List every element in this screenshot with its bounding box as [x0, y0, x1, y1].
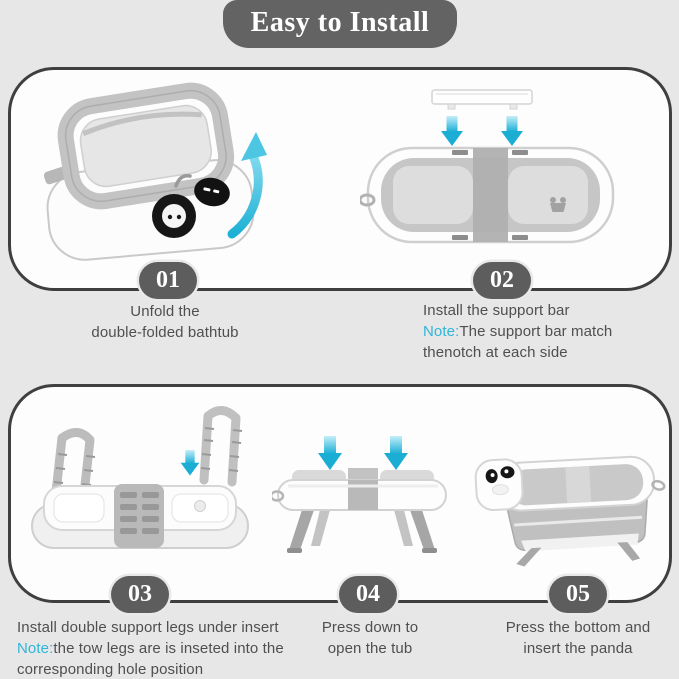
down-arrow-icon [384, 436, 408, 470]
step-01-caption [35, 301, 295, 343]
step-02-badge: 02 [473, 262, 531, 299]
assembled-bathtub [475, 451, 669, 568]
caption-line: insert the panda [523, 640, 633, 657]
step-01-illustration [26, 82, 271, 267]
caption-line: double-folded bathtub [91, 324, 239, 341]
step-04-illustration [272, 410, 452, 560]
caption-line: Press down to [321, 619, 419, 636]
note-text: the tow legs are is inseted into the [53, 640, 284, 657]
caption-line: Install the support bar [423, 302, 570, 319]
down-arrow-icon [318, 436, 342, 470]
step-02-illustration [360, 84, 622, 256]
caption-line [423, 321, 673, 342]
step-03-illustration [20, 398, 260, 570]
caption-line [17, 638, 317, 659]
header-banner [223, 0, 457, 48]
drain-dial [152, 194, 196, 238]
caption-line: open the tub [327, 640, 413, 657]
down-arrow-icon [501, 116, 523, 146]
support-bar [432, 90, 532, 109]
folded-bathtub [43, 86, 257, 262]
caption-line: corresponding hole position [17, 661, 204, 678]
down-arrow-icon [181, 450, 200, 476]
note-label: Note: [17, 640, 54, 657]
bathtub-side-view [272, 468, 446, 553]
bathtub-top-view [360, 148, 613, 242]
step-03-badge: 03 [111, 576, 169, 613]
step-04-badge: 04 [339, 576, 397, 613]
note-label: Note: [423, 323, 460, 340]
panda-face [475, 459, 524, 511]
note-text: The support bar match [459, 323, 613, 340]
page-title: Easy to Install [250, 6, 430, 38]
step-04-caption [290, 617, 450, 659]
step-05-badge: 05 [549, 576, 607, 613]
floating-support-leg [201, 410, 242, 482]
step-01-badge: 01 [139, 262, 197, 299]
bathtub-bottom-view [32, 484, 248, 548]
caption-line: thenotch at each side [423, 344, 568, 361]
step-02-caption [423, 300, 673, 363]
step-03-caption [17, 617, 317, 679]
caption-line: Press the bottom and [505, 619, 651, 636]
down-arrow-icon [441, 116, 463, 146]
caption-line: Install double support legs under insert [17, 619, 279, 636]
caption-line: Unfold the [130, 303, 200, 320]
step-05-caption [497, 617, 659, 659]
step-05-illustration [473, 400, 669, 568]
